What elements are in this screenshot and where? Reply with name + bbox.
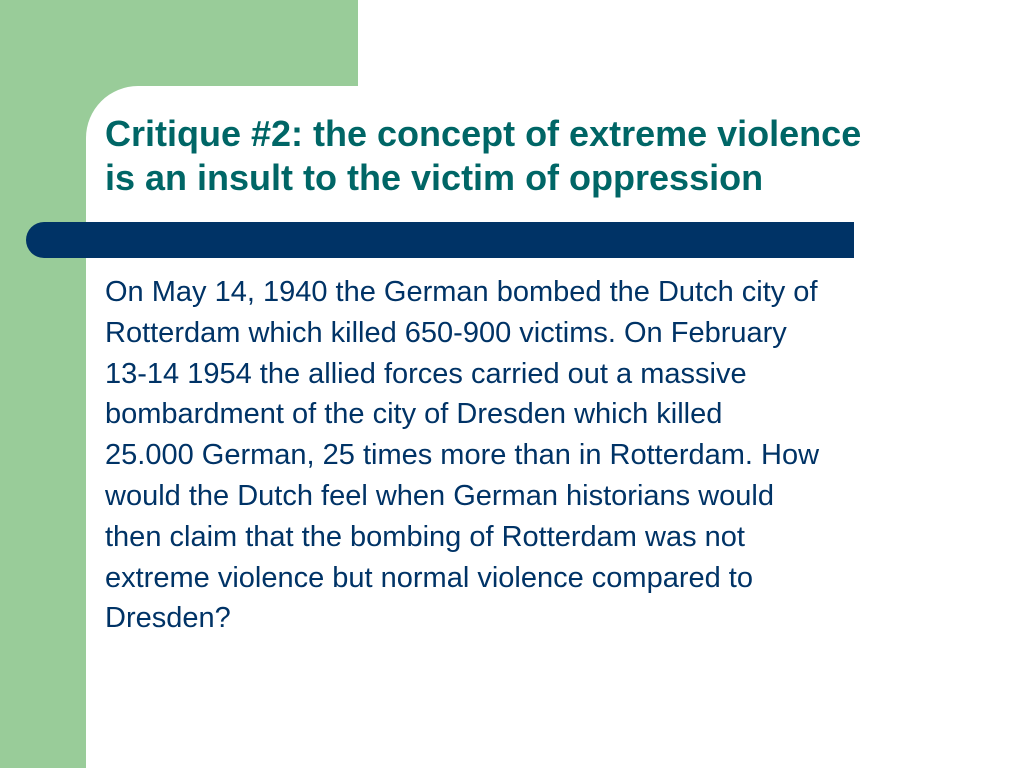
- body-line-9: Dresden?: [105, 602, 231, 635]
- body-line-8: extreme violence but normal violence compared to: [105, 561, 753, 594]
- body-line-6: would the Dutch feel when German historians would: [105, 479, 774, 512]
- slide-title: [105, 112, 985, 200]
- title-line-2: is an insult to the victim of oppression: [105, 157, 764, 198]
- divider-bar: [26, 222, 854, 258]
- title-line-1: Critique #2: the concept of extreme violence: [105, 113, 862, 154]
- body-line-3: 13-14 1954 the allied forces carried out a massive: [105, 357, 747, 390]
- body-paragraph: [105, 272, 985, 639]
- body-line-4: bombardment of the city of Dresden which killed: [105, 398, 723, 431]
- body-line-5: 25.000 German, 25 times more than in Rotterdam. How: [105, 439, 820, 472]
- body-line-7: then claim that the bombing of Rotterdam was not: [105, 520, 745, 553]
- body-line-1: On May 14, 1940 the German bombed the Dutch city of: [105, 276, 818, 308]
- body-line-2: Rotterdam which killed 650-900 victims. On February: [105, 316, 787, 349]
